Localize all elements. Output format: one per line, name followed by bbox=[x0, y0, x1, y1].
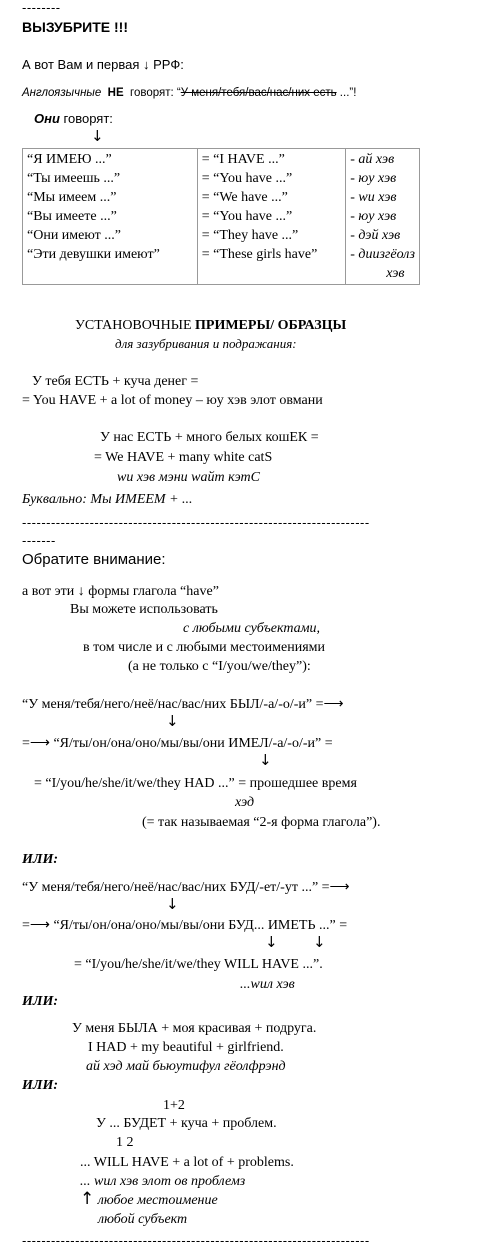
problems-russian: У ... БУДЕТ + куча + проблем. bbox=[96, 1116, 277, 1131]
example2-pronunciation: wи хэв мэни waйт кэтС bbox=[117, 470, 260, 485]
ili-label: ИЛИ: bbox=[22, 1078, 59, 1093]
oni-rest: говорят: bbox=[63, 111, 113, 126]
table-row: = “You have ...” bbox=[201, 209, 293, 224]
any-subject-line: с любыми субъектами, bbox=[183, 621, 321, 636]
any-pronoun-text: любое местоимение bbox=[97, 1193, 218, 1208]
section-subtitle: для зазубривания и подражания: bbox=[115, 336, 297, 351]
top-dashes: -------- bbox=[22, 0, 61, 15]
problems-pronunciation: ... wил хэв элот ов проблемз bbox=[80, 1174, 246, 1189]
forms-line: а вот эти ↓ формы глагола “have” bbox=[22, 584, 219, 599]
girlfriend-russian: У меня БЫЛА + моя красивая + подруга. bbox=[72, 1021, 317, 1036]
literal-line: Буквально: Мы ИМЕЕМ + ... bbox=[22, 492, 193, 507]
table-row: “Мы имеем ...” bbox=[27, 190, 117, 205]
struck-phrase: У меня/тебя/вас/нас/них есть bbox=[180, 87, 337, 99]
arrow-down-icon: ↓ bbox=[313, 933, 326, 951]
russian-column bbox=[23, 149, 198, 285]
arrow-down-icon: ↓ bbox=[259, 751, 272, 769]
table-row: хэв bbox=[386, 266, 405, 281]
english-line bbox=[22, 85, 356, 101]
future-line-2: =⟶ “Я/ты/он/она/оно/мы/вы/они БУД... ИМЕТЬ ...” = bbox=[22, 918, 348, 933]
table-row: “Эти девушки имеют” bbox=[27, 247, 160, 262]
table-row: = “They have ...” bbox=[201, 228, 299, 243]
any-pronoun-line bbox=[80, 1191, 218, 1209]
past-line-1: “У меня/тебя/него/неё/нас/вас/них БЫЛ/-а/-о/-и” =⟶ bbox=[22, 697, 344, 712]
intro-line bbox=[22, 57, 184, 73]
ili-label: ИЛИ: bbox=[22, 994, 59, 1009]
short-dashes: ------- bbox=[22, 533, 56, 548]
arrow-up-icon: ↑ bbox=[80, 1189, 95, 1209]
long-dashes: ------------------------------------------------------------------------ bbox=[22, 515, 370, 530]
arrow-down-icon: ↓ bbox=[166, 712, 179, 730]
future-line-1: “У меня/тебя/него/неё/нас/вас/них БУД/-ет/-ут ...” =⟶ bbox=[22, 880, 350, 895]
example1-russian: У тебя ЕСТЬ + куча денег = bbox=[32, 374, 199, 389]
oni-word: Они bbox=[34, 111, 60, 126]
future-pronunciation: ...wил хэв bbox=[240, 977, 295, 992]
past-note: (= так называемая “2-я форма глагола”). bbox=[142, 815, 381, 830]
girlfriend-pronunciation: ай хэд май бьюутифул гёолфрэнд bbox=[86, 1059, 286, 1074]
problems-english: ... WILL HAVE + a lot of + problems. bbox=[80, 1155, 294, 1170]
english-column bbox=[197, 149, 345, 285]
heading: ВЫЗУБРИТЕ !!! bbox=[22, 19, 128, 35]
table-row: = “We have ...” bbox=[201, 190, 288, 205]
table-row: - диизгёолз bbox=[350, 247, 415, 262]
past-pronunciation: хэд bbox=[235, 795, 255, 810]
example2-russian: У нас ЕСТЬ + много белых кошЕК = bbox=[100, 430, 319, 445]
table-row: “Ты имеешь ...” bbox=[27, 171, 121, 186]
english-end: ...”! bbox=[336, 87, 357, 99]
section-title-b: ПРИМЕРЫ/ ОБРАЗЦЫ bbox=[195, 318, 347, 333]
number-bottom: 1 2 bbox=[116, 1135, 134, 1150]
table-row: = “These girls have” bbox=[201, 247, 318, 262]
past-line-3: = “I/you/he/she/it/we/they HAD ...” = прошедшее время bbox=[34, 776, 357, 791]
intro-text: А вот Вам и первая ↓ РРФ: bbox=[22, 57, 184, 72]
arrow-down-icon: ↓ bbox=[166, 895, 179, 913]
table-row: “Они имеют ...” bbox=[27, 228, 121, 243]
including-line: в том числе и с любыми местоимениями bbox=[83, 640, 326, 655]
can-use-line: Вы можете использовать bbox=[70, 602, 218, 617]
number-top: 1+2 bbox=[163, 1098, 185, 1113]
table-row: - дэй хэв bbox=[350, 228, 401, 243]
pronunciation-column bbox=[346, 149, 420, 285]
table-row: “Вы имеете ...” bbox=[27, 209, 117, 224]
future-line-3: = “I/you/he/she/it/we/they WILL HAVE ...”. bbox=[74, 957, 323, 972]
section-title bbox=[75, 318, 346, 334]
ne-word: НЕ bbox=[107, 87, 124, 99]
attention-heading: Обратите внимание: bbox=[22, 551, 166, 568]
english-prefix: Англоязычные bbox=[22, 87, 102, 99]
section-title-a: УСТАНОВОЧНЫЕ bbox=[75, 318, 192, 333]
have-table bbox=[22, 148, 420, 285]
arrow-down-icon: ↓ bbox=[265, 933, 278, 951]
table-row: - wи хэв bbox=[350, 190, 397, 205]
bottom-dashes: ------------------------------------------------------------------------ bbox=[22, 1233, 370, 1248]
ili-label: ИЛИ: bbox=[22, 852, 59, 867]
say-word: говорят: “ bbox=[130, 87, 181, 99]
table-row: = “I HAVE ...” bbox=[201, 152, 285, 167]
past-line-2: =⟶ “Я/ты/он/она/оно/мы/вы/они ИМЕЛ/-а/-о/-и” = bbox=[22, 736, 333, 751]
oni-line bbox=[34, 111, 113, 127]
table-row: = “You have ...” bbox=[201, 171, 293, 186]
example2-english: = We HAVE + many white catS bbox=[94, 450, 273, 465]
table-row: - юу хэв bbox=[350, 209, 397, 224]
table-row: “Я ИМЕЮ ...” bbox=[27, 152, 112, 167]
table-row: - юу хэв bbox=[350, 171, 397, 186]
table-row: - ай хэв bbox=[350, 152, 395, 167]
girlfriend-english: I HAD + my beautiful + girlfriend. bbox=[88, 1040, 284, 1055]
not-only-line: (а не только с “I/you/we/they”): bbox=[128, 659, 311, 674]
example1-english: = You HAVE + a lot of money – юу хэв элот овмани bbox=[22, 393, 323, 408]
any-subject-bottom: любой субъект bbox=[98, 1212, 188, 1227]
arrow-down-icon: ↓ bbox=[91, 127, 104, 145]
